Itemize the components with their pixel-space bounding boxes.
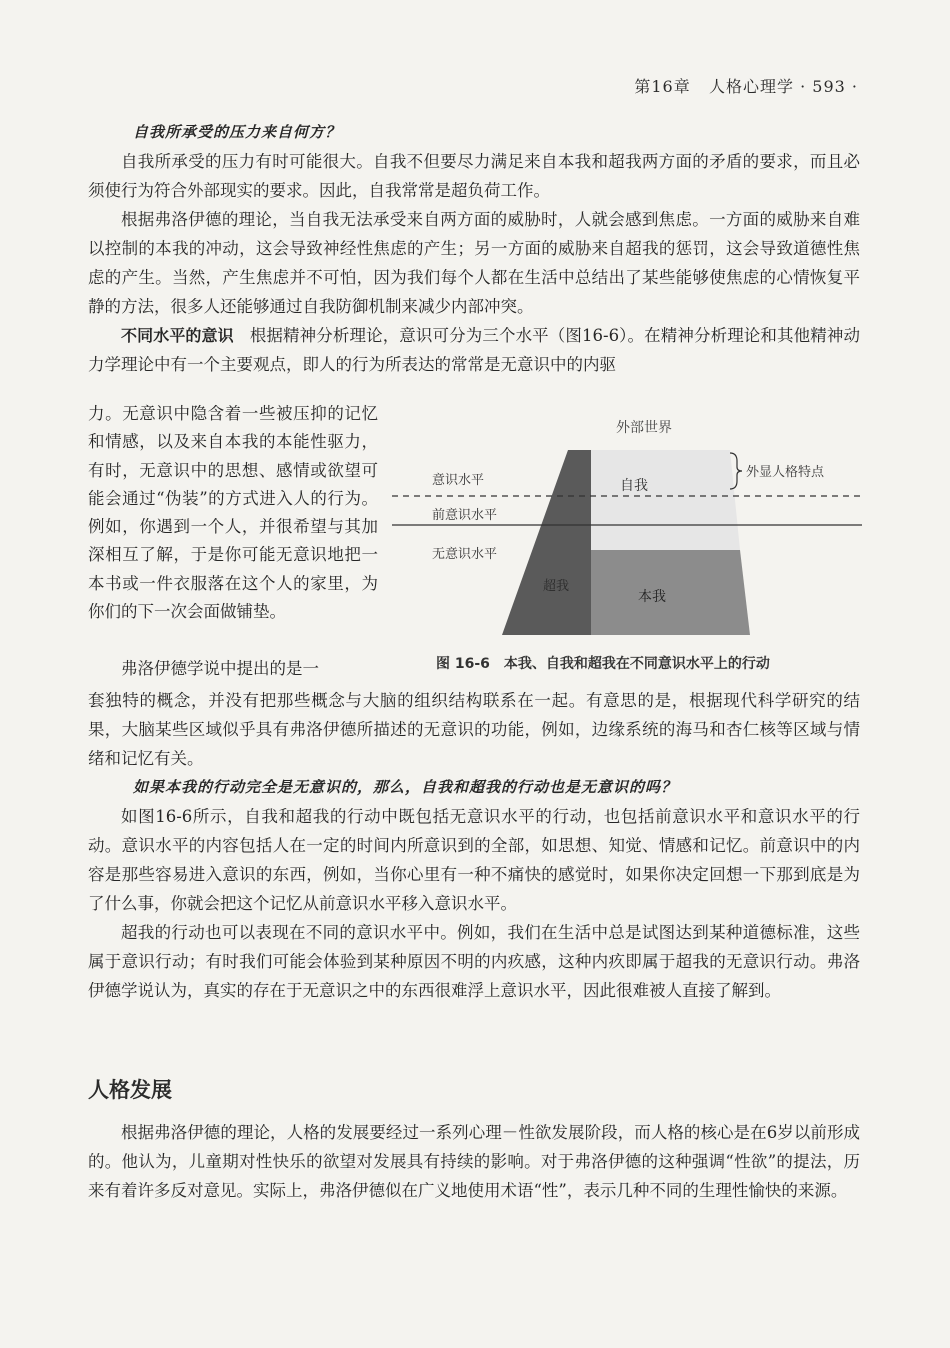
paragraph-2: 根据弗洛伊德的理论，当自我无法承受来自两方面的威胁时，人就会感到焦虑。一方面的威胁来自难以控制的本我的冲动，这会导致神经性焦虑的产生；另一方面的威胁来自超我的惩罚，这会导致道德性焦虑的产生。当然，产生焦虑并不可怕，因为我们每个人都在生活中总结出了某些能够使焦虑的心情恢复平静的方法，很多人还能够通过自我防御机制来减少内部冲突。: [88, 210, 860, 316]
label-conscious: 意识水平: [432, 473, 485, 488]
paragraph-1: 自我所承受的压力有时可能很大。自我不但要尽力满足来自本我和超我两方面的矛盾的要求，而且必须使行为符合外部现实的要求。因此，自我常常是超负荷工作。: [88, 152, 860, 200]
paragraph-4-start: 弗洛伊德学说中提出的是一: [121, 659, 319, 678]
label-preconscious: 前意识水平: [432, 508, 498, 523]
figure-caption: [436, 653, 770, 673]
section-title: 人格发展: [88, 1078, 172, 1102]
paragraph-3-text: 根据精神分析理论，意识可分为三个水平（图16-6）。在精神分析理论和其他精神动力学理论中有一个主要观点，即人的行为所表达的常常是无意识中的内驱: [88, 326, 860, 374]
page-number: · 593 ·: [800, 77, 858, 96]
label-unconscious: 无意识水平: [432, 547, 498, 562]
paragraph-3: [88, 321, 860, 379]
paragraph-5: 如图16-6所示，自我和超我的行动中既包括无意识水平的行动，也包括前意识水平和意识水平的行动。意识水平的内容包括人在一定的时间内所意识到的全部，如思想、知觉、情感和记忆。前意识中的内容是那些容易进入意识的东西，例如，当你心里有一种不痛快的感觉时，如果你决定回想一下那到底是为了什么事，你就会把这个记忆从前意识水平移入意识水平。: [88, 807, 860, 913]
upper-text: [88, 118, 860, 379]
paragraph-6: 超我的行动也可以表现在不同的意识水平中。例如，我们在生活中总是试图达到某种道德标准，这些属于意识行动；有时我们可能会体验到某种原因不明的内疚感，这种内疚即属于超我的无意识行动。弗洛伊德学说认为，真实的存在于无意识之中的东西很难浮上意识水平，因此很难被人直接了解到。: [88, 923, 860, 1000]
paragraph-4-rest: 套独特的概念，并没有把那些概念与大脑的组织结构联系在一起。有意思的是，根据现代科学研究的结果，大脑某些区域似乎具有弗洛伊德所描述的无意识的功能，例如，边缘系统的海马和杏仁核等区域与情绪和记忆有关。: [88, 691, 860, 768]
label-ego: 自我: [620, 478, 648, 494]
question-heading-2: 如果本我的行动完全是无意识的，那么，自我和超我的行动也是无意识的吗？: [133, 778, 678, 796]
superego-region: [502, 450, 591, 635]
paragraph-7: 根据弗洛伊德的理论，人格的发展要经过一系列心理－性欲发展阶段，而人格的核心是在6岁以前形成的。他认为，儿童期对性快乐的欲望对发展具有持续的影响。对于弗洛伊德的这种强调“性欲”的提法，历来有着许多反对意见。实际上，弗洛伊德似在广义地使用术语“性”，表示几种不同的生理性愉快的来源。: [88, 1123, 860, 1200]
section-body: [88, 1118, 860, 1205]
label-superego: 超我: [542, 579, 570, 594]
figure-caption-text: 本我、自我和超我在不同意识水平上的行动: [503, 656, 770, 672]
label-id: 本我: [638, 589, 666, 605]
paragraph-3-lead: 不同水平的意识: [121, 326, 234, 345]
psyche-pyramid-figure: [392, 405, 862, 680]
chapter-title: 人格心理学: [709, 77, 795, 96]
lower-text: [88, 686, 860, 1005]
question-heading-1: 自我所承受的压力来自何方？: [133, 123, 342, 141]
chapter-number: 第16章: [634, 77, 691, 96]
label-outer-world: 外部世界: [616, 420, 672, 436]
figure-number: 图 16-6: [436, 656, 490, 672]
ego-region: [591, 450, 740, 550]
label-visible-traits: 外显人格特点: [746, 465, 825, 480]
running-header: [634, 74, 858, 97]
id-region: [591, 550, 750, 635]
paragraph-3-wrap: 力。无意识中隐含着一些被压抑的记忆和情感，以及来自本我的本能性驱力，有时，无意识中的思想、感情或欲望可能会通过“伪装”的方式进入人的行为。例如，你遇到一个人，并很希望与其加深相互了解，于是你可能无意识地把一本书或一件衣服落在这个人的家里，为你们的下一次会面做铺垫。: [88, 404, 378, 622]
